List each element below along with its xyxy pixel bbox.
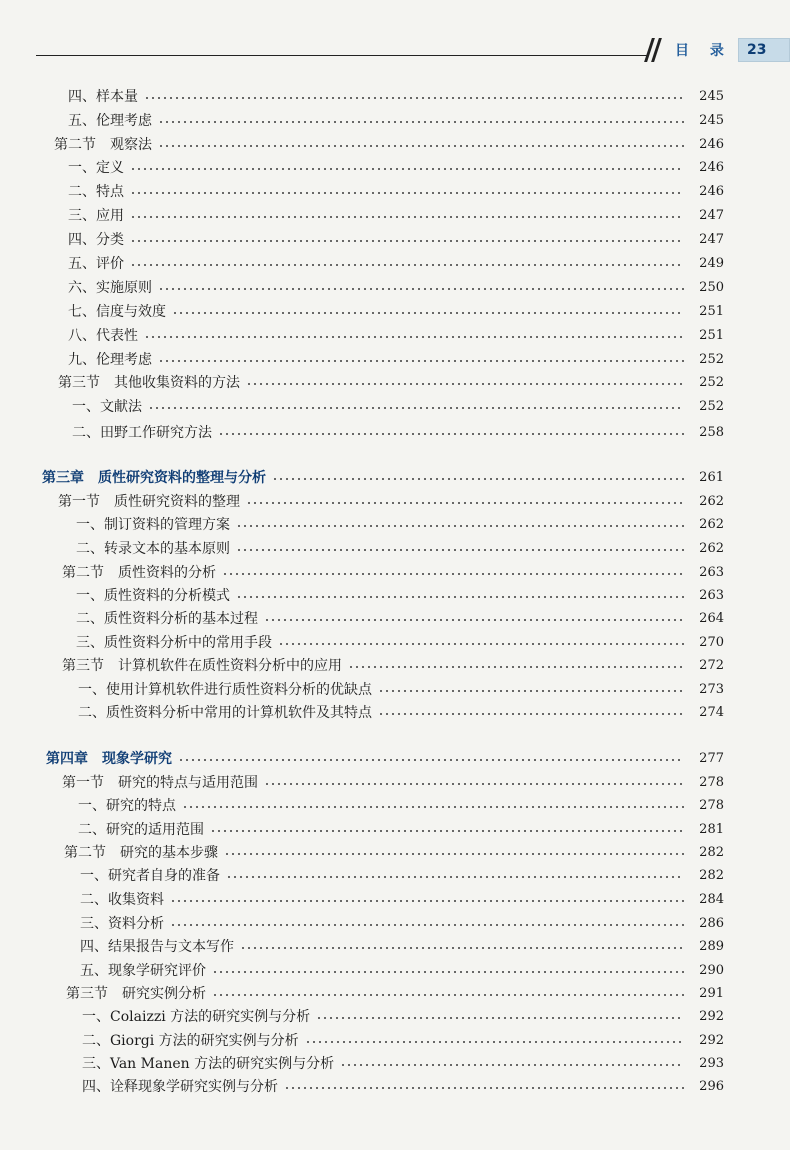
leader-dots	[264, 783, 684, 785]
toc-section[interactable]	[62, 655, 724, 675]
leader-dots	[236, 596, 684, 598]
toc-section[interactable]	[58, 491, 724, 511]
toc-entry[interactable]	[68, 110, 724, 130]
toc-entry[interactable]	[72, 422, 724, 442]
toc-entry-text: 一、Colaizzi 方法的研究实例与分析	[82, 1009, 311, 1025]
toc-entry-text: 五、现象学研究评价	[80, 963, 206, 979]
toc-page-number: 296	[699, 1078, 724, 1094]
toc-entry-text: 二、收集资料	[80, 892, 164, 908]
toc-entry-text: 一、使用计算机软件进行质性资料分析的优缺点	[78, 682, 372, 698]
toc-entry-text: 第三章 质性研究资料的整理与分析	[42, 470, 266, 486]
toc-entry-text: 六、实施原则	[68, 280, 152, 296]
leader-dots	[158, 145, 684, 147]
toc-entry-text: 第一节 研究的特点与适用范围	[62, 775, 258, 791]
toc-page-number: 291	[699, 985, 724, 1001]
header-title: 目 录	[675, 43, 732, 59]
leader-dots	[212, 994, 684, 996]
toc-entry[interactable]	[72, 396, 724, 416]
toc-page-number: 262	[699, 493, 724, 509]
toc-entry-text: 五、评价	[68, 256, 124, 272]
leader-dots	[144, 336, 684, 338]
leader-dots	[130, 240, 684, 242]
toc-entry[interactable]	[68, 301, 724, 321]
toc-entry-text: 一、制订资料的管理方案	[76, 517, 230, 533]
leader-dots	[182, 806, 684, 808]
toc-entry[interactable]	[68, 181, 724, 201]
toc-page-number: 245	[699, 88, 724, 104]
toc-entry[interactable]	[68, 229, 724, 249]
toc-entry-text: 七、信度与效度	[68, 304, 166, 320]
toc-entry[interactable]	[82, 1030, 724, 1050]
leader-dots	[222, 573, 684, 575]
leader-dots	[272, 478, 684, 480]
toc-chapter[interactable]	[46, 748, 724, 768]
toc-entry[interactable]	[80, 960, 724, 980]
leader-dots	[378, 713, 684, 715]
toc-entry[interactable]	[76, 585, 724, 605]
toc-entry-text: 二、研究的适用范围	[78, 822, 204, 838]
leader-dots	[236, 525, 684, 527]
toc-page-number: 249	[699, 255, 724, 271]
toc-entry[interactable]	[68, 205, 724, 225]
toc-entry[interactable]	[68, 86, 724, 106]
toc-entry-text: 二、质性资料分析中常用的计算机软件及其特点	[78, 705, 372, 721]
toc-page-number: 264	[699, 610, 724, 626]
toc-page-number: 263	[699, 587, 724, 603]
toc-entry-text: 四、结果报告与文本写作	[80, 939, 234, 955]
toc-entry-text: 第一节 质性研究资料的整理	[58, 494, 240, 510]
leader-dots	[224, 853, 684, 855]
leader-dots	[305, 1041, 684, 1043]
toc-entry-text: 一、文献法	[72, 399, 142, 415]
toc-entry[interactable]	[68, 325, 724, 345]
toc-entry-text: 第三节 其他收集资料的方法	[58, 375, 240, 391]
leader-dots	[278, 643, 684, 645]
toc-page-number: 251	[699, 327, 724, 343]
toc-page-number: 272	[699, 657, 724, 673]
leader-dots	[246, 502, 684, 504]
leader-dots	[130, 216, 684, 218]
toc-page-number: 286	[699, 915, 724, 931]
toc-entry-text: 三、质性资料分析中的常用手段	[76, 635, 272, 651]
leader-dots	[264, 619, 684, 621]
toc-page-number: 278	[699, 774, 724, 790]
leader-dots	[316, 1017, 684, 1019]
toc-entry-text: 二、田野工作研究方法	[72, 425, 212, 441]
toc-entry[interactable]	[78, 819, 724, 839]
toc-page-number: 282	[699, 867, 724, 883]
leader-dots	[158, 121, 684, 123]
toc-chapter[interactable]	[42, 467, 724, 487]
toc-page-number: 292	[699, 1032, 724, 1048]
toc-page-number: 261	[699, 469, 724, 485]
toc-section[interactable]	[64, 842, 724, 862]
toc-page-number: 246	[699, 136, 724, 152]
toc-entry-text: 二、转录文本的基本原则	[76, 541, 230, 557]
toc-section[interactable]	[62, 562, 724, 582]
leader-dots	[378, 690, 684, 692]
toc-page-number: 262	[699, 540, 724, 556]
toc-entry-text: 第二节 质性资料的分析	[62, 565, 216, 581]
toc-entry-text: 四、分类	[68, 232, 124, 248]
toc-entry-text: 第三节 计算机软件在质性资料分析中的应用	[62, 658, 342, 674]
toc-page-number: 292	[699, 1008, 724, 1024]
toc-entry[interactable]	[76, 514, 724, 534]
toc-entry[interactable]	[82, 1006, 724, 1026]
toc-section[interactable]	[62, 772, 724, 792]
toc-entry-text: 三、资料分析	[80, 916, 164, 932]
leader-dots	[130, 264, 684, 266]
leader-dots	[210, 830, 684, 832]
toc-page-number: 258	[699, 424, 724, 440]
toc-entry-text: 三、应用	[68, 208, 124, 224]
toc-page-number: 270	[699, 634, 724, 650]
toc-page-number: 262	[699, 516, 724, 532]
toc-page-number: 247	[699, 207, 724, 223]
toc-entry-text: 四、诠释现象学研究实例与分析	[82, 1079, 278, 1095]
leader-dots	[240, 947, 684, 949]
toc-page-number: 281	[699, 821, 724, 837]
toc-entry-text: 一、研究者自身的准备	[80, 868, 220, 884]
toc-page-number: 277	[699, 750, 724, 766]
leader-dots	[212, 971, 684, 973]
toc-entry[interactable]	[80, 889, 724, 909]
leader-dots	[148, 407, 684, 409]
toc-page-number: 273	[699, 681, 724, 697]
toc-entry[interactable]	[80, 913, 724, 933]
leader-dots	[172, 312, 684, 314]
toc-entry[interactable]	[78, 795, 724, 815]
toc-page-number: 289	[699, 938, 724, 954]
toc-page-number: 252	[699, 398, 724, 414]
toc-entry-text: 八、代表性	[68, 328, 138, 344]
toc-entry[interactable]	[68, 253, 724, 273]
leader-dots	[246, 383, 684, 385]
toc-entry-text: 一、质性资料的分析模式	[76, 588, 230, 604]
toc-entry-text: 第三节 研究实例分析	[66, 986, 206, 1002]
toc-entry-text: 一、定义	[68, 160, 124, 176]
page-number-badge: 23	[738, 38, 790, 62]
toc-page-number: 252	[699, 351, 724, 367]
toc-page-number: 278	[699, 797, 724, 813]
toc-page-number: 274	[699, 704, 724, 720]
toc-page-number: 290	[699, 962, 724, 978]
toc-page-number: 246	[699, 183, 724, 199]
toc-entry[interactable]	[82, 1053, 724, 1073]
leader-dots	[178, 759, 684, 761]
toc-entry[interactable]	[78, 679, 724, 699]
toc-page-number: 252	[699, 374, 724, 390]
toc-entry[interactable]	[76, 538, 724, 558]
toc-entry-text: 九、伦理考虑	[68, 352, 152, 368]
toc-entry[interactable]	[68, 349, 724, 369]
toc-entry-text: 四、样本量	[68, 89, 138, 105]
leader-dots	[130, 192, 684, 194]
leader-dots	[130, 168, 684, 170]
leader-dots	[284, 1087, 684, 1089]
leader-dots	[348, 666, 684, 668]
toc-page-number: 293	[699, 1055, 724, 1071]
leader-dots	[144, 97, 684, 99]
toc-page-number: 246	[699, 159, 724, 175]
toc-section[interactable]	[54, 134, 724, 154]
toc-page-number: 284	[699, 891, 724, 907]
toc-entry[interactable]	[76, 632, 724, 652]
leader-dots	[158, 288, 684, 290]
leader-dots	[340, 1064, 684, 1066]
toc-entry-text: 第二节 观察法	[54, 137, 152, 153]
toc-entry[interactable]	[80, 936, 724, 956]
toc-entry-text: 二、Giorgi 方法的研究实例与分析	[82, 1033, 299, 1049]
leader-dots	[158, 360, 684, 362]
leader-dots	[236, 549, 684, 551]
toc-page-number: 282	[699, 844, 724, 860]
toc-entry[interactable]	[68, 157, 724, 177]
toc-entry-text: 二、质性资料分析的基本过程	[76, 611, 258, 627]
toc-page-number: 250	[699, 279, 724, 295]
toc-entry[interactable]	[76, 608, 724, 628]
toc-entry-text: 五、伦理考虑	[68, 113, 152, 129]
toc-section[interactable]	[66, 983, 724, 1003]
leader-dots	[170, 900, 684, 902]
toc-section[interactable]	[58, 372, 724, 392]
leader-dots	[226, 876, 684, 878]
leader-dots	[170, 924, 684, 926]
toc-entry[interactable]	[78, 702, 724, 722]
toc-entry-text: 二、特点	[68, 184, 124, 200]
toc-entry-text: 第四章 现象学研究	[46, 751, 172, 767]
toc-entry[interactable]	[82, 1076, 724, 1096]
toc-entry-text: 三、Van Manen 方法的研究实例与分析	[82, 1056, 335, 1072]
toc-page-number: 247	[699, 231, 724, 247]
toc-page-number: 263	[699, 564, 724, 580]
toc-entry-text: 第二节 研究的基本步骤	[64, 845, 218, 861]
toc-entry-text: 一、研究的特点	[78, 798, 176, 814]
toc-entry[interactable]	[68, 277, 724, 297]
toc-entry[interactable]	[80, 865, 724, 885]
leader-dots	[218, 433, 684, 435]
toc-page-number: 251	[699, 303, 724, 319]
toc-page-number: 245	[699, 112, 724, 128]
